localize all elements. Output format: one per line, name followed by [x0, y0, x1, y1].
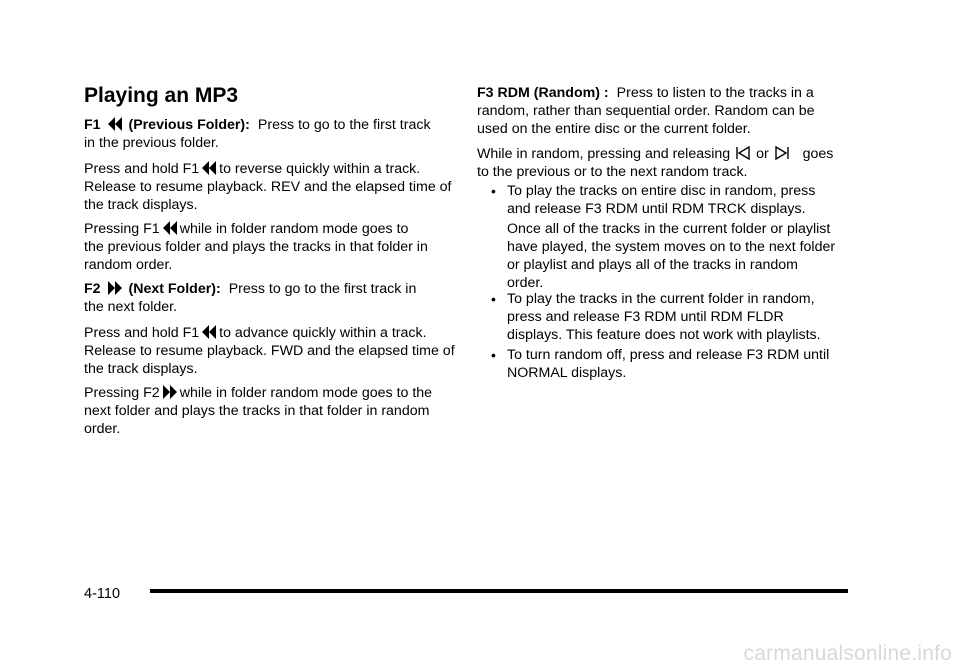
rewind-double-arrow-icon — [107, 117, 123, 131]
f2-text-line2: the next folder. — [84, 299, 178, 315]
bullet-item: To turn random off, press and release F3 RDM until NORMAL displays. — [507, 347, 830, 381]
f1-text: Press to go to the first track — [257, 117, 431, 133]
f3-rdm-description — [477, 84, 849, 138]
advance-pre: Press and hold F1 — [84, 325, 200, 341]
f1-text-line2: in the previous folder. — [84, 135, 219, 151]
bullet-glyph: • — [491, 291, 496, 307]
random-seek-paragraph — [477, 145, 849, 181]
next-folder-random-paragraph — [84, 384, 456, 438]
section-heading: Playing an MP3 — [84, 84, 239, 107]
next-random-pre: Pressing F2 — [84, 385, 160, 401]
watermark: carmanualsonline.info — [743, 642, 952, 665]
f2-label-key: F2 — [84, 281, 101, 297]
bullet-item: To play the tracks on entire disc in random, press and release F3 RDM until RDM TRCK displays. — [507, 183, 816, 217]
f2-text: Press to go to the first track in — [228, 281, 417, 297]
forward-double-arrow-icon — [162, 385, 178, 399]
f3-rdm-text: Press to listen to the tracks in a — [616, 85, 814, 101]
advance-paragraph — [84, 324, 456, 378]
forward-double-arrow-icon — [107, 281, 123, 295]
prev-random-post: while in folder random mode goes to — [179, 221, 409, 237]
f2-description — [84, 280, 456, 316]
reverse-paragraph — [84, 160, 456, 214]
advance-rest: Release to resume playback. FWD and the elapsed time of the track displays. — [84, 343, 455, 377]
seek-forward-icon — [775, 146, 789, 160]
f3-rdm-label: F3 RDM (Random) : — [477, 85, 609, 101]
bullet-glyph: • — [491, 347, 496, 363]
f1-description — [84, 116, 456, 152]
prev-random-rest: the previous folder and plays the tracks in that folder in random order. — [84, 239, 428, 273]
footer-divider — [150, 589, 848, 593]
rewind-double-arrow-icon — [162, 221, 178, 235]
f1-label-key: F1 — [84, 117, 101, 133]
f1-label: (Previous Folder): — [128, 117, 250, 133]
reverse-pre: Press and hold F1 — [84, 161, 200, 177]
prev-random-pre: Pressing F1 — [84, 221, 160, 237]
page-number: 4-110 — [84, 586, 121, 602]
rewind-double-arrow-icon — [201, 325, 217, 339]
random-seek-pre: While in random, pressing and releasing — [477, 146, 731, 162]
reverse-rest: Release to resume playback. REV and the elapsed time of the track displays. — [84, 179, 452, 213]
rewind-double-arrow-icon — [201, 161, 217, 175]
next-random-rest: next folder and plays the tracks in that folder in random order. — [84, 403, 430, 437]
bullet-glyph: • — [491, 183, 496, 199]
advance-post: to advance quickly within a track. — [219, 325, 427, 341]
seek-back-icon — [736, 146, 750, 160]
random-seek-rest: to the previous or to the next random track. — [477, 164, 748, 180]
bullet-sub-paragraph: Once all of the tracks in the current folder or playlist have played, the system moves on to the next folder or playlist and plays all of the tracks in random order. — [507, 221, 836, 291]
prev-folder-random-paragraph — [84, 220, 456, 274]
random-seek-mid: or — [756, 146, 769, 162]
next-random-post: while in folder random mode goes to the — [179, 385, 433, 401]
f2-label: (Next Folder): — [128, 281, 221, 297]
f3-rdm-rest: random, rather than sequential order. Random can be used on the entire disc or the current folder. — [477, 103, 815, 137]
bullet-item: To play the tracks in the current folder in random, press and release F3 RDM until RDM FLDR displays. This feature does not work with playlists. — [507, 291, 821, 343]
reverse-post: to reverse quickly within a track. — [219, 161, 421, 177]
random-seek-post: goes — [802, 146, 834, 162]
